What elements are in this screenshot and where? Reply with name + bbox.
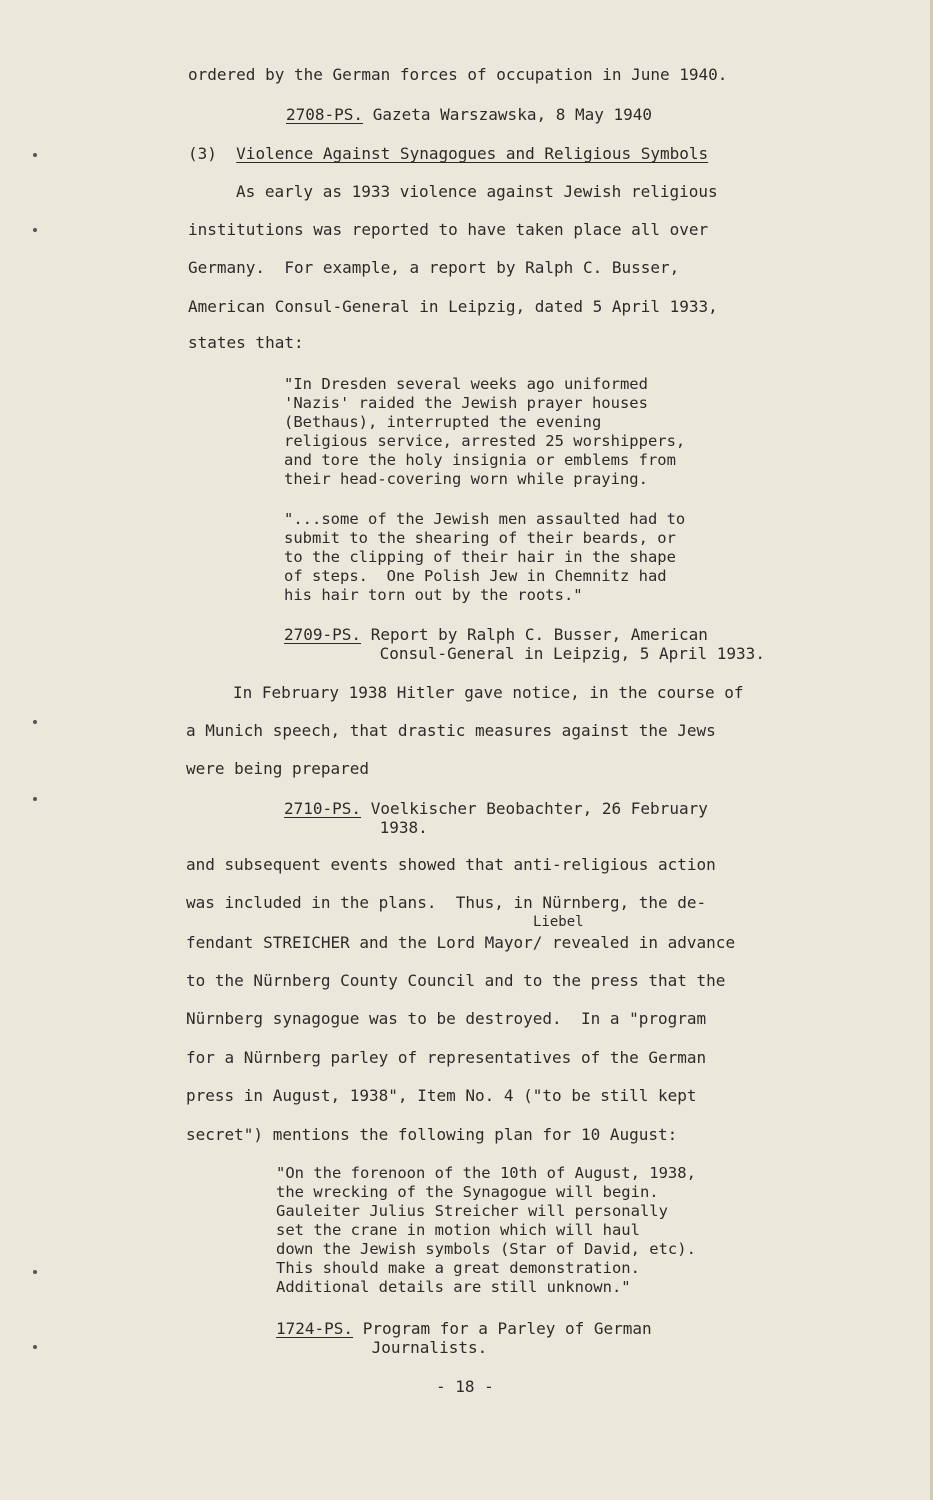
paragraph-line: secret") mentions the following plan for 10 August:	[186, 1125, 678, 1144]
quote-line: the wrecking of the Synagogue will begin.	[276, 1183, 659, 1201]
margin-mark	[33, 1345, 37, 1349]
margin-mark	[33, 720, 37, 724]
quote-line: to the clipping of their hair in the shape	[284, 548, 676, 566]
reference-line	[276, 1320, 652, 1338]
reference-line	[284, 626, 708, 644]
quote-line: This should make a great demonstration.	[276, 1259, 640, 1277]
paragraph-line: press in August, 1938", Item No. 4 ("to be still kept	[186, 1086, 697, 1105]
section-heading	[188, 145, 708, 163]
quote-line: "On the forenoon of the 10th of August, 1938,	[276, 1164, 696, 1182]
quote-line: and tore the holy insignia or emblems from	[284, 451, 676, 469]
quote-line: religious service, arrested 25 worshippers,	[284, 432, 686, 450]
interlinear-insertion: Liebel	[533, 914, 584, 930]
reference-line	[284, 800, 708, 818]
page-number: - 18 -	[436, 1377, 494, 1396]
quote-line: Gauleiter Julius Streicher will personally	[276, 1202, 668, 1220]
paragraph-line: and subsequent events showed that anti-religious action	[186, 855, 716, 874]
reference-line	[286, 106, 652, 124]
margin-mark	[33, 1270, 37, 1274]
reference-text: Journalists.	[362, 1338, 488, 1357]
paragraph-line: to the Nürnberg County Council and to the press that the	[186, 971, 726, 990]
reference-text: Program for a Parley of German	[353, 1319, 652, 1338]
paragraph-line: American Consul-General in Leipzig, dated 5 April 1933,	[188, 297, 718, 316]
quote-line: submit to the shearing of their beards, or	[284, 529, 676, 547]
quote-line: 'Nazis' raided the Jewish prayer houses	[284, 394, 648, 412]
reference-code: 1724-PS.	[276, 1319, 354, 1338]
paragraph-line: a Munich speech, that drastic measures against the Jews	[186, 721, 716, 740]
reference-text: 1938.	[370, 818, 428, 837]
margin-mark	[33, 153, 37, 157]
quote-line: their head-covering worn while praying.	[284, 470, 648, 488]
reference-text: Gazeta Warszawska, 8 May 1940	[363, 105, 653, 124]
quote-line: Additional details are still unknown."	[276, 1278, 631, 1296]
paragraph-line: was included in the plans. Thus, in Nürnberg, the de-	[186, 893, 707, 912]
quote-line: his hair torn out by the roots."	[284, 586, 583, 604]
paragraph-line: ordered by the German forces of occupation in June 1940.	[188, 65, 728, 84]
reference-code: 2710-PS.	[284, 799, 362, 818]
quote-line: (Bethaus), interrupted the evening	[284, 413, 602, 431]
paragraph-line: for a Nürnberg parley of representatives of the German	[186, 1048, 707, 1067]
quote-line: down the Jewish symbols (Star of David, etc).	[276, 1240, 696, 1258]
paragraph-line: In February 1938 Hitler gave notice, in the course of	[233, 683, 744, 702]
paragraph-line: were being prepared	[186, 759, 370, 778]
paragraph-line: states that:	[188, 333, 304, 352]
reference-text: Report by Ralph C. Busser, American	[361, 625, 708, 644]
reference-text: Voelkischer Beobachter, 26 February	[361, 799, 708, 818]
quote-line: "...some of the Jewish men assaulted had to	[284, 510, 686, 528]
section-number: (3)	[188, 144, 217, 163]
quote-line: "In Dresden several weeks ago uniformed	[284, 375, 648, 393]
paragraph-line: Nürnberg synagogue was to be destroyed. In a "program	[186, 1009, 707, 1028]
paragraph-line: fendant STREICHER and the Lord Mayor/ revealed in advance	[186, 933, 736, 952]
quote-line: of steps. One Polish Jew in Chemnitz had	[284, 567, 667, 585]
margin-mark	[33, 797, 37, 801]
paragraph-line: Germany. For example, a report by Ralph C. Busser,	[188, 258, 680, 277]
reference-text: Consul-General in Leipzig, 5 April 1933.	[370, 644, 765, 663]
quote-line: set the crane in motion which will haul	[276, 1221, 640, 1239]
section-title: Violence Against Synagogues and Religious Symbols	[236, 144, 709, 163]
paragraph-line: As early as 1933 violence against Jewish religious	[236, 182, 718, 201]
reference-code: 2709-PS.	[284, 625, 362, 644]
paragraph-line: institutions was reported to have taken place all over	[188, 220, 709, 239]
reference-code: 2708-PS.	[286, 105, 364, 124]
margin-mark	[33, 228, 37, 232]
